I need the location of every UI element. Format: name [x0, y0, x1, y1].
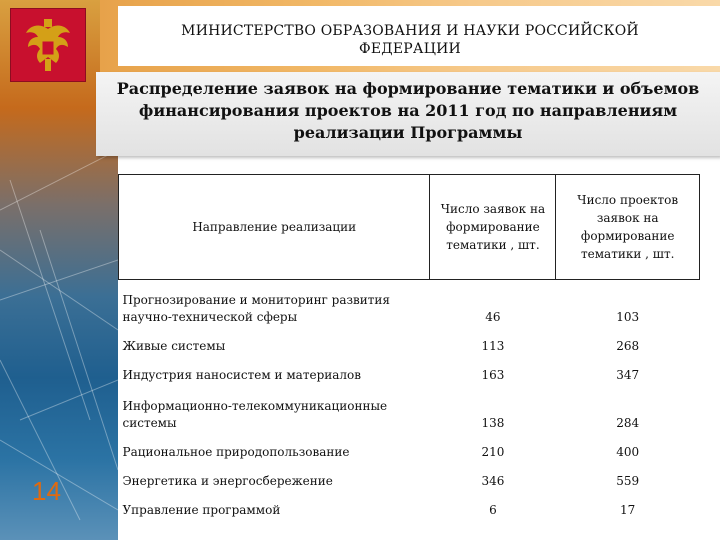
projects-cell: 103 — [616, 310, 640, 324]
projects-cell: 268 — [616, 339, 640, 353]
direction-cell: Управление программой — [122, 503, 281, 517]
table-row — [119, 463, 700, 492]
table-row — [119, 434, 700, 463]
table-row — [119, 492, 700, 521]
projects-cell: 284 — [616, 416, 640, 430]
projects-cell: 347 — [616, 368, 640, 382]
direction-cell: Энергетика и энергосбережение — [122, 474, 333, 488]
applications-cell: 210 — [481, 445, 505, 459]
page-number: 14 — [32, 476, 61, 506]
table-row — [119, 357, 700, 386]
projects-cell: 400 — [616, 445, 640, 459]
column-header-applications: Число заявок на формирование тематики , шт. — [430, 175, 556, 280]
table-row — [119, 386, 700, 434]
slide-title: Распределение заявок на формирование тематики и объемов финансирования проектов на 2011 год по направлениям реализации Программы — [116, 79, 700, 142]
projects-cell: 559 — [616, 474, 640, 488]
direction-cell: Рациональное природопользование — [122, 445, 350, 459]
distribution-table — [118, 174, 700, 517]
direction-cell: Прогнозирование и мониторинг развития научно-технической сферы — [122, 293, 391, 324]
column-header-projects: Число проектов заявок на формирование тематики , шт. — [556, 175, 700, 280]
data-table — [118, 174, 700, 521]
direction-cell: Индустрия наносистем и материалов — [122, 368, 362, 382]
table-header-row — [119, 175, 700, 280]
applications-cell: 113 — [481, 339, 505, 353]
coat-of-arms-emblem — [10, 8, 86, 82]
ministry-title: МИНИСТЕРСТВО ОБРАЗОВАНИЯ И НАУКИ РОССИЙСКОЙ ФЕДЕРАЦИИ — [181, 23, 639, 57]
table-row — [119, 328, 700, 357]
direction-cell: Информационно-телекоммуникационные системы — [122, 399, 388, 430]
applications-cell: 138 — [481, 416, 505, 430]
column-header-direction: Направление реализации — [119, 175, 430, 280]
slide-subtitle-box — [96, 72, 720, 156]
direction-cell: Живые системы — [122, 339, 226, 353]
applications-cell: 346 — [481, 474, 505, 488]
table-row — [119, 280, 700, 329]
double-headed-eagle-icon — [20, 15, 76, 75]
applications-cell: 163 — [481, 368, 505, 382]
projects-cell: 17 — [620, 503, 636, 517]
applications-cell: 6 — [489, 503, 497, 517]
applications-cell: 46 — [485, 310, 501, 324]
